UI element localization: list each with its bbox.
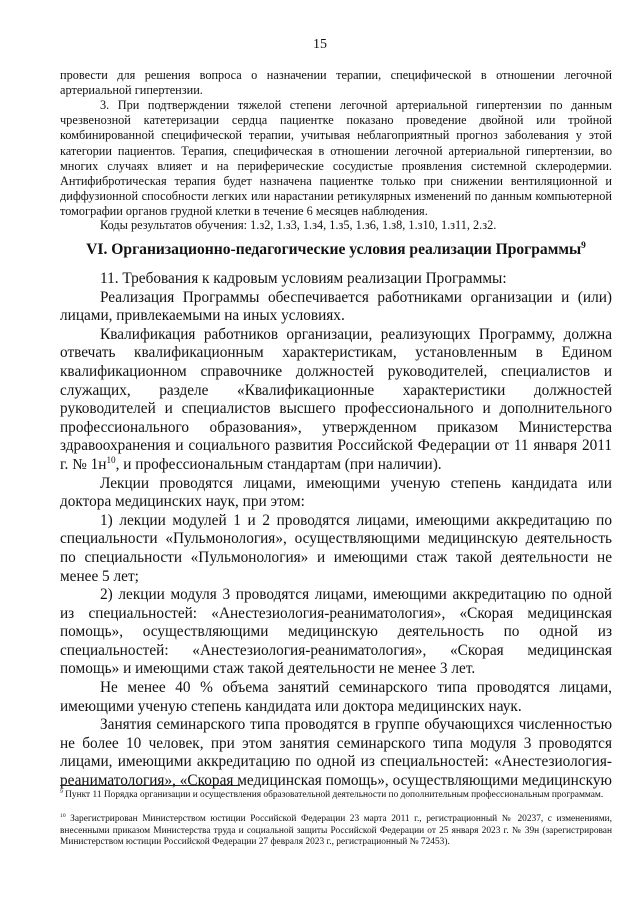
- paragraph-seminar-groups: Занятия семинарского типа проводятся в группе обучающихся численностью не более 10 человек, при этом занятия семинарского типа модуля 3 проводятся лицами, имеющими аккредитацию по одной из специальностей: «Анестезиология-реаниматология», «Скорая медицинская помощь», осуществляющими медицинскую: [60, 716, 612, 790]
- paragraph-seminar-share: Не менее 40 % объема занятий семинарского типа проводятся лицами, имеющими ученую степень кандидата или доктора медицинских наук.: [60, 679, 612, 715]
- page-number: 15: [313, 37, 327, 52]
- footnote-ref-9: 9: [581, 240, 586, 251]
- footnote-mark-10: 10: [60, 812, 66, 819]
- paragraph-lectures: Лекции проводятся лицами, имеющими ученую степень кандидата или доктора медицинских наук, при этом:: [60, 474, 612, 511]
- paragraph-item-3: 3. При подтверждении тяжелой степени легочной артериальной гипертензии по данным чрезвенозной катетеризации сердца пациентке показано проведение двойной или тройной комбинированной специфической терапии, учитывая неблагоприятный прогноз заболевания у этой категории пациентов. Терапия, специфическая в отношении легочной артериальной гипертензии, во многих случаях влияет и на периферические сосудистые проявления системной склеродермии. Антифибротическая терапия будет назначена пациентке только при снижении вентиляционной и диффузионной способности легких или нарастании ретикулярных изменений по данным компьютерной томографии органов грудной клетки в течение 6 месяцев наблюдения.: [60, 98, 612, 219]
- section-heading: [60, 240, 612, 260]
- requirements-heading: 11. Требования к кадровым условиям реализации Программы:: [100, 270, 507, 287]
- section-title: VI. Организационно-педагогические условия реализации Программы: [86, 241, 582, 258]
- footnote-9: [60, 790, 612, 802]
- footnote-ref-10: 10: [106, 454, 116, 465]
- footnote-mark-9: 9: [60, 788, 63, 795]
- paragraph-continuation: провести для решения вопроса о назначении терапии, специфической в отношении легочной артериальной гипертензии.: [60, 68, 612, 98]
- main-text: [60, 270, 612, 791]
- paragraph-implementation: Реализация Программы обеспечивается работниками организации и (или) лицами, привлекаемыми на иных условиях.: [60, 288, 612, 325]
- learning-codes: Коды результатов обучения: 1.з2, 1.з3, 1.з4, 1.з5, 1.з6, 1.з8, 1.з10, 1.з11, 2.з2.: [100, 218, 497, 232]
- footnote-10-text: Зарегистрирован Министерством юстиции Российской Федерации 23 марта 2011 г., регистрационный № 20237, с изменениями, внесенными приказом Министерства труда и социальной защиты Российской Федерации от 25 января 2023 г. № 39н (зарегистрирован Министерством юстиции Российской Федерации 27 февраля 2023 г., регистрационный № 72453).: [60, 814, 612, 848]
- list-item-1: 1) лекции модулей 1 и 2 проводятся лицами, имеющими аккредитацию по специальности «Пульмонология», осуществляющими медицинскую деятельность по специальности «Пульмонология» и имеющими стаж такой деятельности не менее 5 лет;: [60, 511, 612, 585]
- qualification-text: Квалификация работников организации, реализующих Программу, должна отвечать квалификационным характеристикам, установленным в Едином квалификационном справочнике должностей руководителей, специалистов и служащих, разделе «Квалификационные характеристики должностей руководителей и специалистов высшего профессионального и дополнительного профессионального образования», утвержденном приказом Министерства здравоохранения и социального развития Российской Федерации от 11 января 2011 г. № 1н: [60, 325, 612, 473]
- footnote-10: [60, 814, 612, 849]
- paragraph-qualification: [60, 326, 612, 475]
- footnote-9-text: Пункт 11 Порядка организации и осуществления образовательной деятельности по дополнительным профессиональным программам.: [62, 790, 604, 800]
- list-item-2: 2) лекции модуля 3 проводятся лицами, имеющими аккредитацию по одной из специальностей: «Анестезиология-реаниматология», «Скорая медицинская помощь», осуществляющими медицинскую деятельность по одной из специальностей: «Анестезиология-реаниматология», «Скорая медицинская помощь» и имеющими стаж такой деятельности не менее 3 лет.: [60, 586, 612, 678]
- qualification-text-end: , и профессиональным стандартам (при наличии).: [115, 455, 442, 473]
- footnote-separator: [60, 785, 240, 786]
